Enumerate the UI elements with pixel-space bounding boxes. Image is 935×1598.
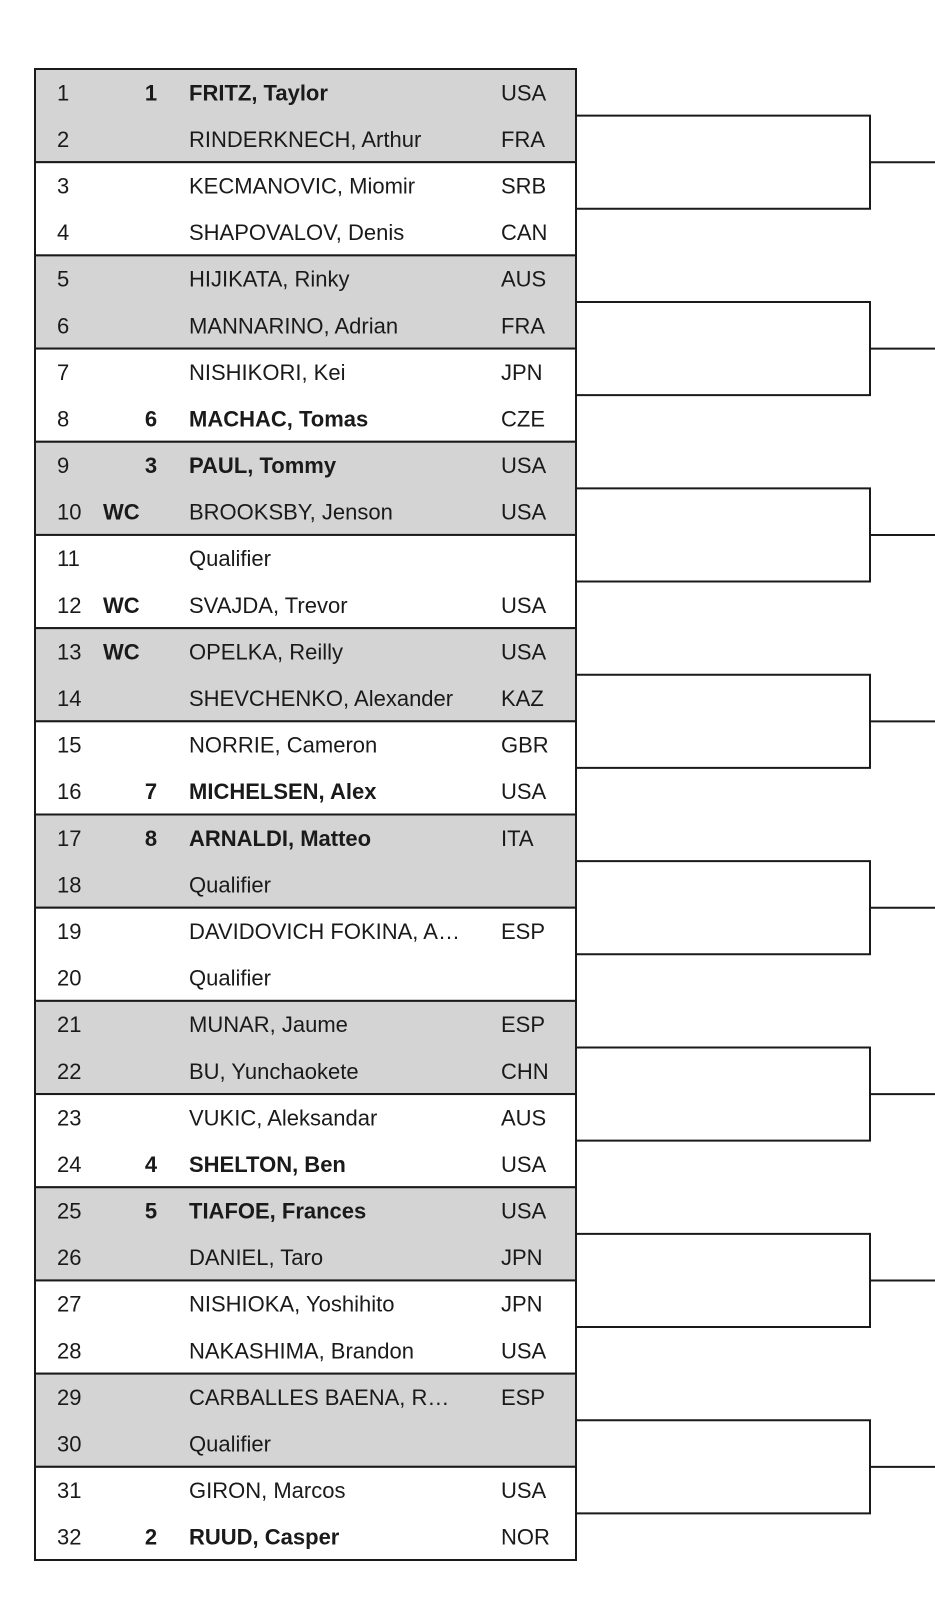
bracket-connector [576, 302, 870, 395]
player-name: OPELKA, Reilly [189, 639, 344, 665]
player-country: ESP [501, 918, 546, 944]
player-country: USA [501, 453, 547, 479]
player-country: CHN [501, 1058, 549, 1084]
player-name: KECMANOVIC, Miomir [189, 173, 416, 199]
draw-position: 28 [57, 1338, 82, 1364]
player-name: DAVIDOVICH FOKINA, A… [189, 918, 460, 944]
bracket-connector [576, 488, 870, 581]
draw-position: 22 [57, 1058, 82, 1084]
draw-position: 7 [57, 359, 70, 385]
bracket-lines [576, 116, 935, 1514]
bracket-connector [576, 861, 870, 954]
player-country: USA [501, 1151, 547, 1177]
draw-position: 18 [57, 872, 82, 898]
player-name: RUUD, Casper [189, 1524, 340, 1550]
draw-position: 8 [57, 406, 70, 432]
wildcard-tag: WC [103, 639, 140, 665]
player-name: NISHIKORI, Kei [189, 359, 346, 385]
draw-position: 23 [57, 1105, 82, 1131]
draw-position: 3 [57, 173, 70, 199]
player-name: MACHAC, Tomas [189, 406, 369, 432]
player-country: CZE [501, 406, 545, 432]
bracket-connector [576, 675, 870, 768]
draw-position: 31 [57, 1478, 82, 1504]
draw-position: 20 [57, 965, 82, 991]
draw-position: 24 [57, 1151, 82, 1177]
seed-number: 4 [144, 1151, 158, 1177]
player-country: SRB [501, 173, 547, 199]
draw-position: 30 [57, 1431, 82, 1457]
draw-position: 10 [57, 499, 82, 525]
draw-position: 25 [57, 1198, 82, 1224]
player-country: FRA [501, 313, 545, 339]
draw-position: 2 [57, 126, 70, 152]
player-name: VUKIC, Aleksandar [189, 1105, 378, 1131]
draw-position: 15 [57, 732, 82, 758]
player-name: TIAFOE, Frances [189, 1198, 367, 1224]
seed-number: 3 [144, 453, 158, 479]
draw-position: 11 [57, 546, 80, 572]
player-name: MANNARINO, Adrian [189, 313, 399, 339]
seed-number: 2 [144, 1524, 158, 1550]
player-name: PAUL, Tommy [189, 453, 337, 479]
seed-number: 7 [144, 779, 158, 805]
draw-position: 21 [57, 1012, 82, 1038]
player-name: Qualifier [189, 546, 271, 572]
player-country: GBR [501, 732, 549, 758]
player-country: USA [501, 779, 547, 805]
player-name: ARNALDI, Matteo [189, 825, 372, 851]
player-name: Qualifier [189, 965, 271, 991]
seed-number: 6 [144, 406, 158, 432]
draw-position: 13 [57, 639, 82, 665]
draw-position: 17 [57, 825, 82, 851]
player-name: NISHIOKA, Yoshihito [189, 1291, 395, 1317]
draw-position: 5 [57, 266, 70, 292]
player-name: NAKASHIMA, Brandon [189, 1338, 414, 1364]
seed-number: 1 [144, 80, 158, 106]
player-name: MUNAR, Jaume [189, 1012, 348, 1038]
bracket-connector [576, 116, 870, 209]
player-country: FRA [501, 126, 545, 152]
bracket-connector [576, 1234, 870, 1327]
draw-position: 9 [57, 453, 70, 479]
player-country: ESP [501, 1012, 546, 1038]
player-name: Qualifier [189, 872, 271, 898]
player-country: JPN [501, 1291, 543, 1317]
seed-number: 8 [144, 825, 158, 851]
player-country: AUS [501, 1105, 547, 1131]
wildcard-tag: WC [103, 592, 140, 618]
player-name: BU, Yunchaokete [189, 1058, 359, 1084]
player-country: JPN [501, 359, 543, 385]
player-name: SHELTON, Ben [189, 1151, 346, 1177]
player-country: USA [501, 639, 547, 665]
seed-number: 5 [144, 1198, 158, 1224]
player-name: CARBALLES BAENA, R… [189, 1384, 450, 1410]
player-name: SVAJDA, Trevor [189, 592, 348, 618]
player-name: FRITZ, Taylor [189, 80, 328, 106]
draw-position: 6 [57, 313, 70, 339]
draw-position: 32 [57, 1524, 82, 1550]
bracket-connector [576, 1420, 870, 1513]
player-name: SHAPOVALOV, Denis [189, 220, 405, 246]
player-country: USA [501, 499, 547, 525]
player-name: SHEVCHENKO, Alexander [189, 686, 454, 712]
draw-position: 27 [57, 1291, 82, 1317]
player-name: Qualifier [189, 1431, 271, 1457]
player-country: USA [501, 1338, 547, 1364]
player-country: USA [501, 1478, 547, 1504]
player-name: DANIEL, Taro [189, 1245, 324, 1271]
draw-position: 1 [57, 80, 70, 106]
draw-position: 26 [57, 1245, 82, 1271]
player-country: JPN [501, 1245, 543, 1271]
player-country: USA [501, 1198, 547, 1224]
draw-position: 4 [57, 220, 70, 246]
draw-position: 16 [57, 779, 82, 805]
player-country: KAZ [501, 686, 544, 712]
player-country: ESP [501, 1384, 546, 1410]
match-bands [35, 69, 576, 1560]
draw-position: 29 [57, 1384, 82, 1410]
draw-position: 19 [57, 918, 82, 944]
player-name: NORRIE, Cameron [189, 732, 378, 758]
player-name: BROOKSBY, Jenson [189, 499, 393, 525]
player-country: NOR [501, 1524, 550, 1550]
draw-position: 14 [57, 686, 82, 712]
player-country: USA [501, 592, 547, 618]
player-name: GIRON, Marcos [189, 1478, 346, 1504]
player-name: HIJIKATA, Rinky [189, 266, 350, 292]
wildcard-tag: WC [103, 499, 140, 525]
player-country: CAN [501, 220, 548, 246]
draw-position: 12 [57, 592, 82, 618]
player-country: AUS [501, 266, 547, 292]
bracket-connector [576, 1047, 870, 1140]
player-name: MICHELSEN, Alex [189, 779, 377, 805]
player-name: RINDERKNECH, Arthur [189, 126, 422, 152]
player-country: ITA [501, 825, 534, 851]
player-country: USA [501, 80, 547, 106]
